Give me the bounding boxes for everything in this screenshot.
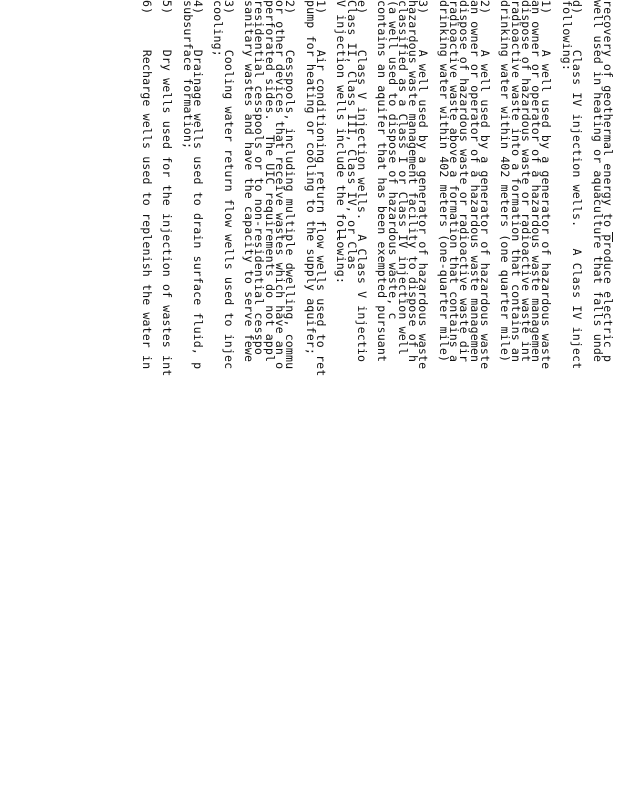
text-line: e) Class V injection wells. A Class V injectio <box>355 0 369 363</box>
text-line: an owner or operator of a hazardous waste managemen <box>529 0 544 363</box>
text-line: subsurface formation; <box>180 0 195 150</box>
text-line: dispose of hazardous waste or radioactive waste int <box>519 0 533 363</box>
text-line: 3) Cooling water return flow wells used to injec <box>221 0 236 370</box>
text-line: 1) A well used by a generator of hazardous waste <box>539 0 554 370</box>
text-line: V injection wells include the following: <box>334 0 349 285</box>
text-line: following: <box>560 0 574 72</box>
text-line: or other devices that receive wastes which have an o <box>273 0 287 370</box>
text-line: dispose of hazardous waste or radioactive waste dir <box>457 0 472 363</box>
text-line: 2) Cesspools, including multiple dwelling, commu <box>283 0 298 370</box>
text-line: radioactive waste into a formation that contains an <box>508 0 523 363</box>
text-line: 2) A well used by a generator of hazardous waste <box>478 0 492 370</box>
text-line: 3) A well used by a generator of hazardous waste <box>416 0 431 370</box>
text-line: residential cesspools or to non-residential cesspo <box>252 0 267 356</box>
text-line: 5) Dry wells used for the injection of wastes int <box>160 0 175 377</box>
text-line: radioactive waste above a formation that contains a <box>447 0 462 363</box>
text-line: Class II, Class III, Class IV, or Clas <box>344 0 359 270</box>
text-line: (a well used to dispose of hazardous waste, c <box>385 0 400 320</box>
text-line: sanitary wastes and have the capacity to serve fewe <box>242 0 257 363</box>
text-line: drinking water within 402 meters (one-quarter mile) <box>437 0 451 363</box>
text-line: perforated sides. The UIC requirements do not appl <box>262 0 277 363</box>
text-line: recovery of geothermal energy to produce electric p <box>601 0 615 363</box>
text-line: 1) Air conditioning return flow wells used to ret <box>314 0 328 377</box>
text-line: d) Class IV injection wells. A Class IV inject <box>570 0 585 370</box>
text-line: contains an aquifer that has been exempted pursuant <box>375 0 390 363</box>
text-line: hazardous waste management facility to dispose of h <box>406 0 421 363</box>
text-line: cooling; <box>211 0 226 57</box>
text-line: classified as a Class I or Class IV injection well <box>396 0 410 356</box>
text-line: an owner or operator of a hazardous waste managemen <box>467 0 482 363</box>
text-line: drinking water within 402 meters (one quarter mile) <box>498 0 513 363</box>
text-line: 6) Recharge wells used to replenish the water in <box>139 0 154 370</box>
text-line: 4) Drainage wells used to drain surface fluid, p <box>191 0 205 370</box>
text-line: well used in heating or aquaculture that falls unde <box>590 0 605 363</box>
text-line: pump for heating or cooling to the supply aquifer; <box>303 0 318 356</box>
